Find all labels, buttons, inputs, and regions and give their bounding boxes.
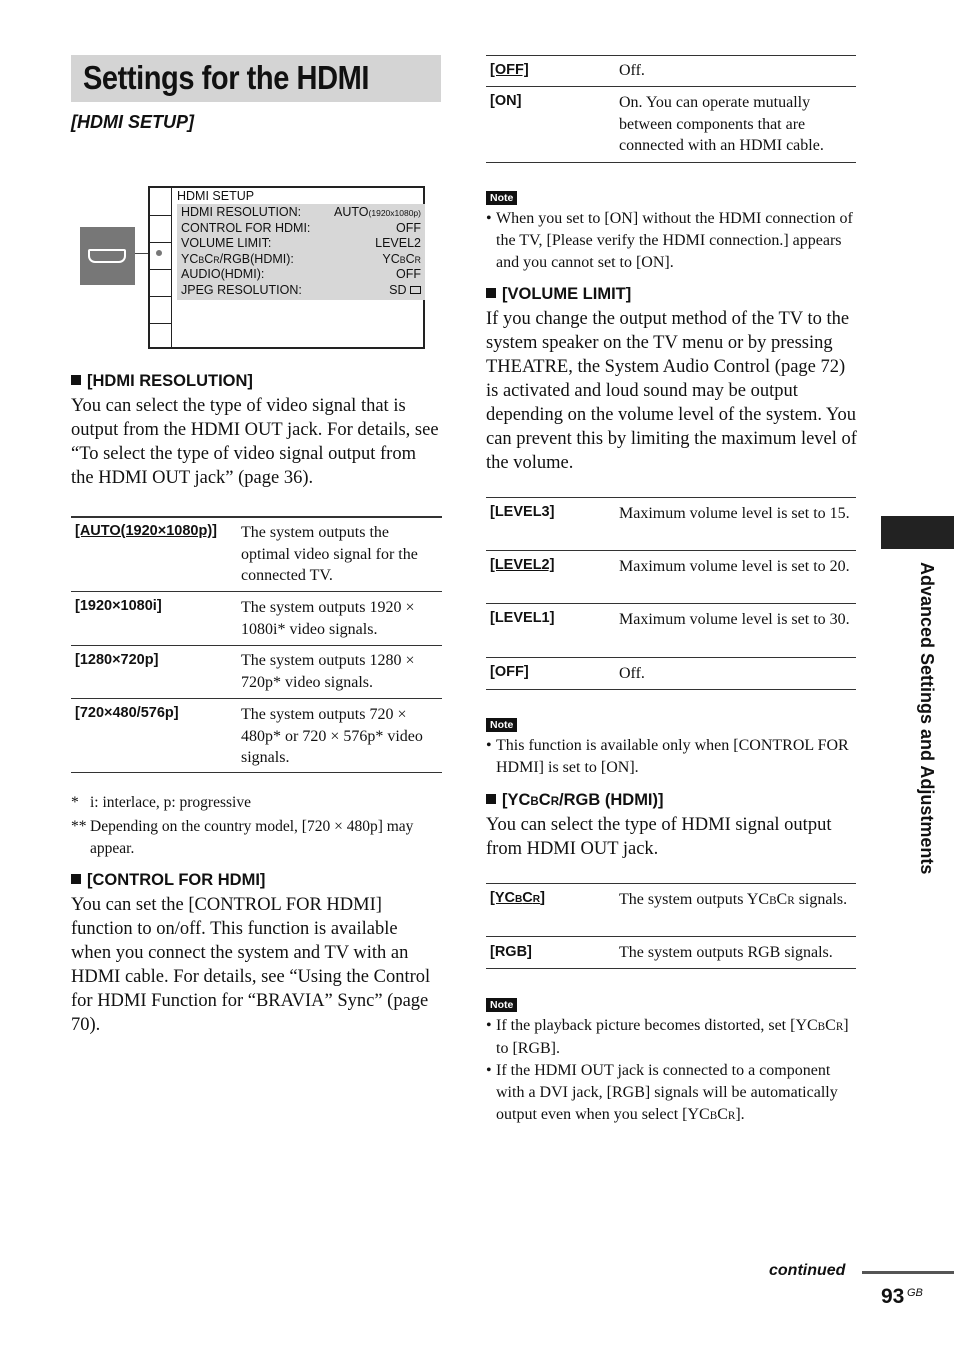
footnote: Depending on the country model, [720 × 480p] may appear. — [90, 818, 414, 857]
hdmi-icon — [80, 227, 135, 285]
footnote: i: interlace, p: progressive — [90, 794, 251, 811]
osd-value: OFF — [396, 267, 421, 281]
table-key: [AUTO(1920×1080p)] — [75, 523, 217, 539]
section-tab-marker — [881, 516, 954, 549]
page-suffix: GB — [907, 1287, 923, 1299]
note-tag: Note — [486, 998, 517, 1012]
page-title: Settings for the HDMI — [83, 59, 369, 96]
note-text: • When you set to [ON] without the HDMI connection of the TV, [Please verify the HDMI connection.] appears and you cannot set to [ON]. — [486, 210, 853, 271]
osd-row — [181, 252, 421, 268]
osd-row — [181, 267, 421, 283]
osd-row — [181, 283, 421, 299]
osd-value: YCBCR — [382, 251, 421, 266]
note-text: • If the playback picture becomes distorted, set [YCBCR] to [RGB]. — [486, 1017, 849, 1057]
control-for-hdmi-body: You can set the [CONTROL FOR HDMI] function to on/off. This function is available when you connect the system and TV with an HDMI cable. For details, see “Using the Control for HDMI Function for “BRAVIA” Sync” (page 70). — [71, 895, 431, 1035]
osd-value: SD — [389, 283, 421, 297]
note-text: • If the HDMI OUT jack is connected to a component with a DVI jack, [RGB] signals will be automatically output even when you select [YCBCR]. — [486, 1062, 838, 1123]
table-key: [OFF] — [490, 664, 529, 680]
ycbcr-body: You can select the type of HDMI signal output from HDMI OUT jack. — [486, 815, 832, 859]
osd-row — [181, 221, 421, 237]
table-value: On. You can operate mutually between components that are connected with an HDMI cable. — [619, 94, 824, 154]
page-number: 93 — [881, 1285, 905, 1308]
table-value: The system outputs 1280 × 720p* video signals. — [241, 652, 415, 691]
continued-rule — [862, 1271, 954, 1274]
table-value: The system outputs RGB signals. — [619, 944, 833, 961]
table-key: [LEVEL1] — [490, 610, 555, 626]
table-key: [1280×720p] — [75, 652, 159, 668]
osd-icon-column — [150, 188, 172, 347]
heading-volume-limit: [VOLUME LIMIT] — [486, 285, 631, 304]
heading-control-for-hdmi: [CONTROL FOR HDMI] — [71, 871, 265, 890]
table-key: [720×480/576p] — [75, 705, 179, 721]
table-value: The system outputs 1920 × 1080i* video signals. — [241, 599, 415, 638]
continued-label: continued — [769, 1262, 846, 1279]
osd-title: HDMI SETUP — [177, 189, 255, 203]
table-key: [OFF] — [490, 62, 529, 78]
table-key: [ON] — [490, 93, 522, 109]
footnote-marker: ** — [71, 818, 87, 835]
volume-limit-body: If you change the output method of the TV to the system speaker on the TV menu or by pressing THEATRE, the System Audio Control (page 72) is activated and loud sound may be output depending on the volume level of the system. You can prevent this by limiting the maximum level of the volume. — [486, 309, 857, 473]
note-text: • This function is available only when [CONTROL FOR HDMI] is set to [ON]. — [486, 737, 849, 776]
osd-label: VOLUME LIMIT: — [181, 236, 272, 250]
heading-hdmi-resolution: [HDMI RESOLUTION] — [71, 372, 253, 391]
osd-label: JPEG RESOLUTION: — [181, 282, 302, 297]
table-value: Off. — [619, 665, 645, 682]
table-value: Maximum volume level is set to 30. — [619, 611, 850, 628]
osd-label: YCBCR/RGB(HDMI): — [181, 251, 294, 266]
osd-value: OFF — [396, 220, 421, 235]
footnote-marker: * — [71, 794, 79, 811]
table-value: The system outputs the optimal video signal for the connected TV. — [241, 524, 418, 584]
table-value: Maximum volume level is set to 20. — [619, 558, 850, 575]
table-key: [1920×1080i] — [75, 598, 162, 614]
sidebar-section-label: Advanced Settings and Adjustments — [917, 562, 937, 875]
table-key: [YCBCR] — [490, 890, 545, 906]
table-value: Off. — [619, 62, 645, 79]
heading-ycbcr-rgb: [YCBCR/RGB (HDMI)] — [486, 791, 664, 810]
osd-label: HDMI RESOLUTION: — [181, 205, 302, 219]
table-key: [RGB] — [490, 944, 532, 960]
table-value: The system outputs YCBCR signals. — [619, 891, 848, 908]
osd-row — [181, 205, 421, 221]
osd-value: AUTO(1920x1080p) — [334, 205, 421, 219]
table-value: Maximum volume level is set to 15. — [619, 505, 850, 522]
table-key: [LEVEL2] — [490, 557, 555, 573]
table-key: [LEVEL3] — [490, 504, 555, 520]
osd-value: LEVEL2 — [375, 236, 421, 250]
note-tag: Note — [486, 718, 517, 732]
note-tag: Note — [486, 191, 517, 205]
osd-selected-dot — [156, 250, 162, 256]
osd-label: AUDIO(HDMI): — [181, 267, 265, 281]
osd-row — [181, 236, 421, 252]
hdmi-resolution-body: You can select the type of video signal that is output from the HDMI OUT jack. For details, see “To select the type of video signal output from the HDMI OUT jack” (page 36). — [71, 396, 439, 488]
section-subtitle: [HDMI SETUP] — [71, 112, 194, 132]
osd-label: CONTROL FOR HDMI: — [181, 220, 311, 235]
sd-box-icon — [410, 286, 421, 294]
table-value: The system outputs 720 × 480p* or 720 × 576p* video signals. — [241, 706, 423, 766]
